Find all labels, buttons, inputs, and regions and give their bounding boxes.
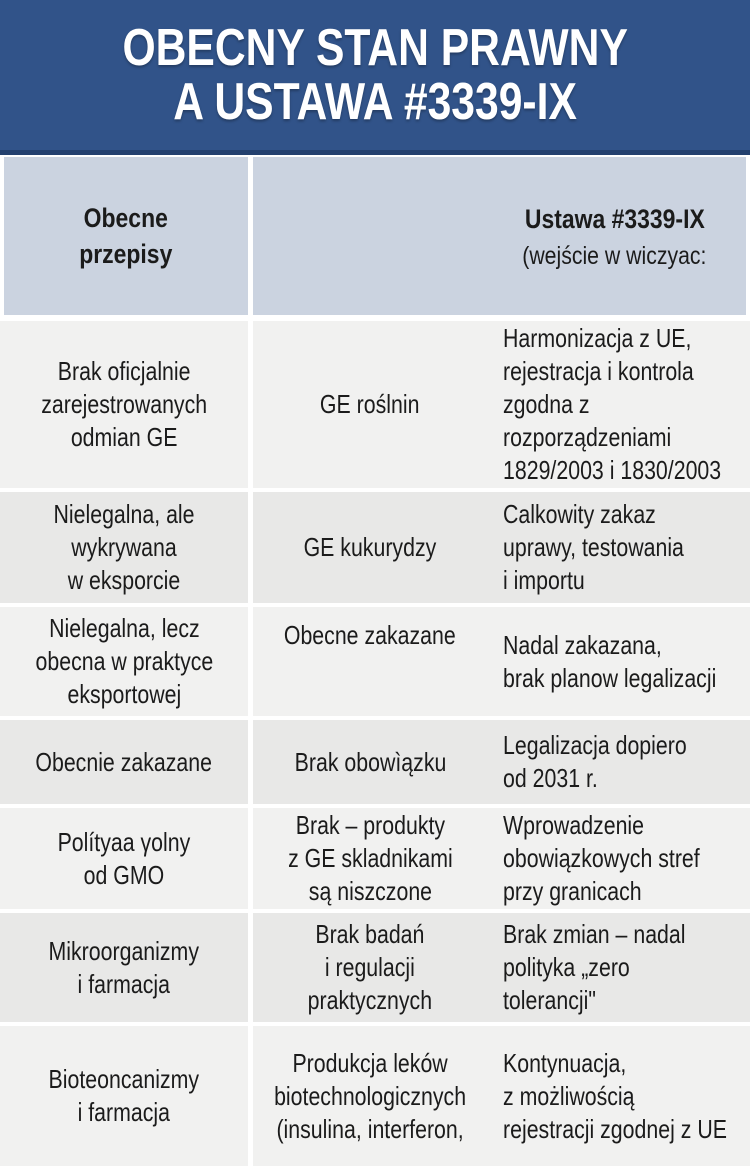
cell-subject: [253, 321, 487, 488]
cell-subject: [253, 492, 487, 603]
header-new-law-subtitle: (wejście w wiczyac:: [522, 241, 707, 270]
table-row: [0, 720, 750, 804]
cell-text: Mikroorganizmy i farmacja: [48, 935, 200, 999]
cell-subject: [253, 607, 487, 716]
cell-text: GE roślnin: [320, 389, 420, 419]
cell-text: Nadal zakazana, brak planow legalizacji: [503, 629, 717, 693]
cell-text: Brak oficjalnie zarejestrowanych odmian GE: [41, 356, 207, 452]
table-row: [0, 492, 750, 603]
cell-subject: [253, 913, 487, 1022]
cell-current-regulations: [0, 808, 248, 909]
cell-text: Brak badań i regulacji praktycznych: [307, 919, 433, 1015]
cell-current-regulations: [0, 607, 248, 716]
cell-current-regulations: [0, 321, 248, 488]
cell-current-regulations: [0, 720, 248, 804]
cell-new-law: [487, 321, 750, 488]
title-banner: [0, 0, 750, 155]
header-line: Obecne: [83, 203, 169, 233]
table-body: [0, 321, 750, 1166]
page-title-line-1: OBECNY STAN PRAWNY: [122, 19, 628, 77]
table-row: [0, 607, 750, 716]
cell-new-law: [487, 913, 750, 1022]
cell-current-regulations: [0, 1026, 248, 1166]
header-current-regulations-label: [79, 200, 172, 272]
header-line: przepisy: [79, 239, 173, 269]
cell-text: Nielegalna, lecz obecna w praktyce eksportowej: [35, 613, 213, 709]
table-row: [0, 321, 750, 488]
cell-subject: [253, 720, 487, 804]
cell-text: Nielegalna, ale wykrywana w eksporcie: [53, 499, 195, 595]
header-new-law-title: Ustawa #3339-IX: [524, 203, 705, 234]
cell-current-regulations: [0, 913, 248, 1022]
header-middle-column: [253, 157, 483, 315]
cell-subject: [253, 808, 487, 909]
cell-text: Obecne zakazane: [284, 620, 456, 650]
cell-current-regulations: [0, 492, 248, 603]
header-current-regulations: [4, 157, 248, 315]
cell-text: GE kukurydzy: [303, 532, 437, 562]
cell-text: Obecnie zakazane: [35, 746, 213, 777]
table-row: [0, 1026, 750, 1166]
cell-text: Brak – produkty z GE skladnikami są niszczone: [287, 810, 453, 906]
cell-text: Brak zmian – nadal polityka „zero tolerancji": [503, 919, 686, 1015]
cell-text: Calkowity zakaz uprawy, testowania i importu: [503, 499, 684, 595]
table-row: [0, 913, 750, 1022]
table-header-row: [4, 157, 746, 315]
cell-text: Bioteoncanizmy i farmacja: [48, 1064, 200, 1127]
cell-text: Brak obowìązku: [294, 746, 446, 777]
cell-subject: [253, 1026, 487, 1166]
table-row: [0, 808, 750, 909]
header-new-law: [483, 157, 746, 315]
cell-new-law: [487, 607, 750, 716]
cell-text: Polítyaa γolny od GMO: [57, 826, 191, 890]
cell-new-law: [487, 492, 750, 603]
cell-text: Wprowadzenie obowiązkowych stref przy granicach: [503, 810, 700, 906]
cell-new-law: [487, 808, 750, 909]
cell-new-law: [487, 1026, 750, 1166]
cell-text: Legalizacja dopiero od 2031 r.: [503, 730, 687, 793]
cell-text: Kontynuacja, z możliwością rejestracji zgodnej z UE: [503, 1047, 727, 1144]
cell-text: Harmonizacja z UE, rejestracja i kontrola zgodna z rozporządzeniami 1829/2003 i 1830/2003: [503, 323, 722, 485]
page-title-line-2: A USTAWA #3339-IX: [173, 73, 577, 131]
cell-new-law: [487, 720, 750, 804]
cell-text: Produkcja leków biotechnologicznych (insulina, interferon,: [273, 1047, 467, 1144]
